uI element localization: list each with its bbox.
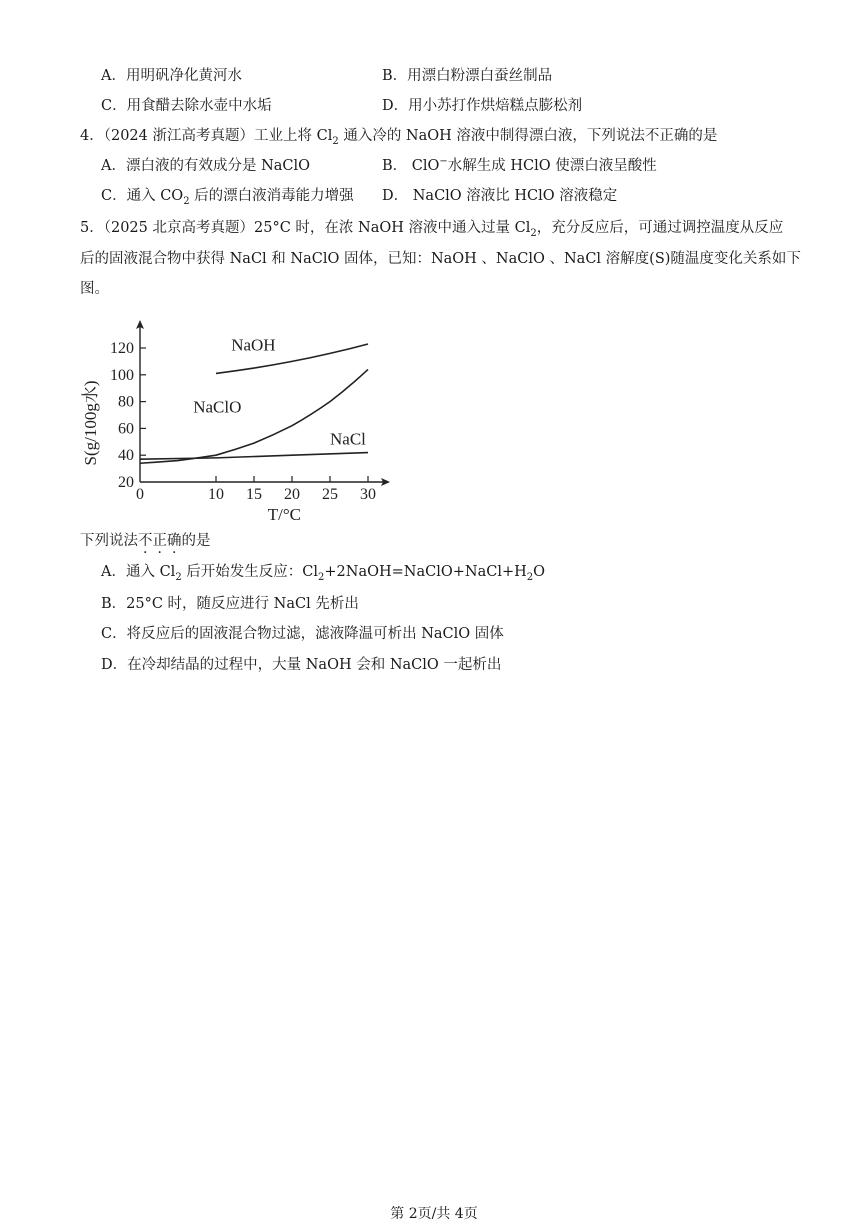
- q4-number: 4．: [80, 128, 104, 144]
- q5-option-d: D．在冷却结晶的过程中，大量 NaOH 会和 NaClO 一起析出: [101, 657, 502, 673]
- q4-option-d: D． NaClO 溶液比 HClO 溶液稳定: [382, 188, 618, 204]
- y-tick-label: 120: [110, 340, 134, 357]
- q4-stem: [80, 126, 717, 148]
- q5-source: （2025 北京高考真题）: [103, 220, 254, 236]
- x-tick-label: 20: [284, 486, 300, 503]
- x-axis-label: T/°C: [267, 505, 302, 524]
- q4-option-b-sup: −: [439, 156, 448, 167]
- x-tick-label: 25: [322, 486, 338, 503]
- y-tick-label: 100: [110, 366, 134, 384]
- q5-option-b: B．25°C 时，随反应进行 NaCl 先析出: [101, 596, 359, 612]
- y-tick-label: 40: [118, 447, 134, 465]
- series-naclo: [140, 369, 368, 463]
- q5-line1-pre: 25°C 时，在浓 NaOH 溶液中通入过量 Cl: [254, 220, 531, 236]
- q5-number: 5．: [80, 220, 104, 236]
- q4-stem-post: 通入冷的 NaOH 溶液中制得漂白液，下列说法不正确的是: [338, 128, 718, 144]
- q5-prompt: [80, 531, 211, 551]
- q4-option-b-pre: B． ClO: [382, 158, 440, 174]
- q5-option-a-sub3: 2: [526, 572, 534, 583]
- solubility-chart: [78, 318, 408, 530]
- page-footer: 第 2页/共 4页: [390, 1206, 478, 1222]
- q4-option-c-sub: 2: [183, 196, 190, 207]
- series-label-naclo: NaClO: [193, 397, 242, 417]
- y-tick-label: 80: [118, 393, 134, 411]
- q5-stem-line3: 图。: [80, 281, 109, 297]
- series-label-naoh: NaOH: [231, 335, 276, 355]
- x-tick-label: 15: [246, 486, 262, 503]
- q5-prompt-neg-1: 不: [138, 533, 153, 549]
- q4-stem-pre: 工业上将 Cl: [254, 128, 333, 144]
- q4-option-c-post: 后的漂白液消毒能力增强: [189, 188, 354, 204]
- series-nacl: [140, 453, 368, 460]
- q4-option-c-pre: C．通入 CO: [101, 188, 184, 204]
- q3-option-c: C．用食醋去除水壶中水垢: [101, 98, 272, 114]
- q5-option-a: [101, 562, 545, 584]
- q4-option-b-post: 水解生成 HClO 使漂白液呈酸性: [447, 158, 657, 174]
- q5-option-a-post: O: [533, 564, 546, 580]
- chart-ticks: [110, 340, 376, 503]
- q5-option-a-pre: A．通入 Cl: [101, 564, 176, 580]
- q5-prompt-pre: 下列说法: [80, 533, 138, 549]
- q5-option-a-sub2: 2: [318, 572, 325, 583]
- q4-option-b: [382, 156, 657, 178]
- q5-prompt-neg-3: 确: [167, 533, 182, 549]
- q3-option-b: B．用漂白粉漂白蚕丝制品: [382, 68, 553, 84]
- y-tick-label: 60: [118, 420, 134, 438]
- q5-prompt-post: 的是: [181, 533, 211, 549]
- x-tick-label: 0: [136, 486, 144, 503]
- q5-stem-line2: 后的固液混合物中获得 NaCl 和 NaClO 固体，已知：NaOH 、NaClO 、NaCl 溶解度(S)随温度变化关系如下: [80, 251, 801, 267]
- q4-source: （2024 浙江高考真题）: [103, 128, 254, 144]
- y-axis-label: S(g/100g水): [81, 380, 100, 466]
- q3-option-d: D．用小苏打作烘焙糕点膨松剂: [382, 98, 583, 114]
- q3-option-a: A．用明矾净化黄河水: [101, 68, 242, 84]
- q5-line1-sub: 2: [530, 228, 537, 239]
- q5-option-a-sub1: 2: [175, 572, 182, 583]
- q5-prompt-neg-2: 正: [152, 533, 167, 549]
- series-label-nacl: NaCl: [330, 429, 366, 449]
- q5-stem-line1: [80, 218, 783, 240]
- x-tick-label: 10: [208, 486, 224, 503]
- y-tick-label: 20: [118, 474, 134, 491]
- q5-option-c: C．将反应后的固液混合物过滤，滤液降温可析出 NaClO 固体: [101, 626, 504, 642]
- q4-stem-sub: 2: [332, 136, 339, 147]
- q4-option-a: A．漂白液的有效成分是 NaClO: [101, 158, 311, 174]
- q5-line1-post: ，充分反应后，可通过调控温度从反应: [536, 220, 784, 236]
- q4-option-c: [101, 186, 354, 208]
- q5-option-a-mid2: +2NaOH=NaClO+NaCl+H: [324, 564, 527, 580]
- q5-option-a-mid: 后开始发生反应：Cl: [181, 564, 319, 580]
- x-tick-label: 30: [360, 486, 376, 503]
